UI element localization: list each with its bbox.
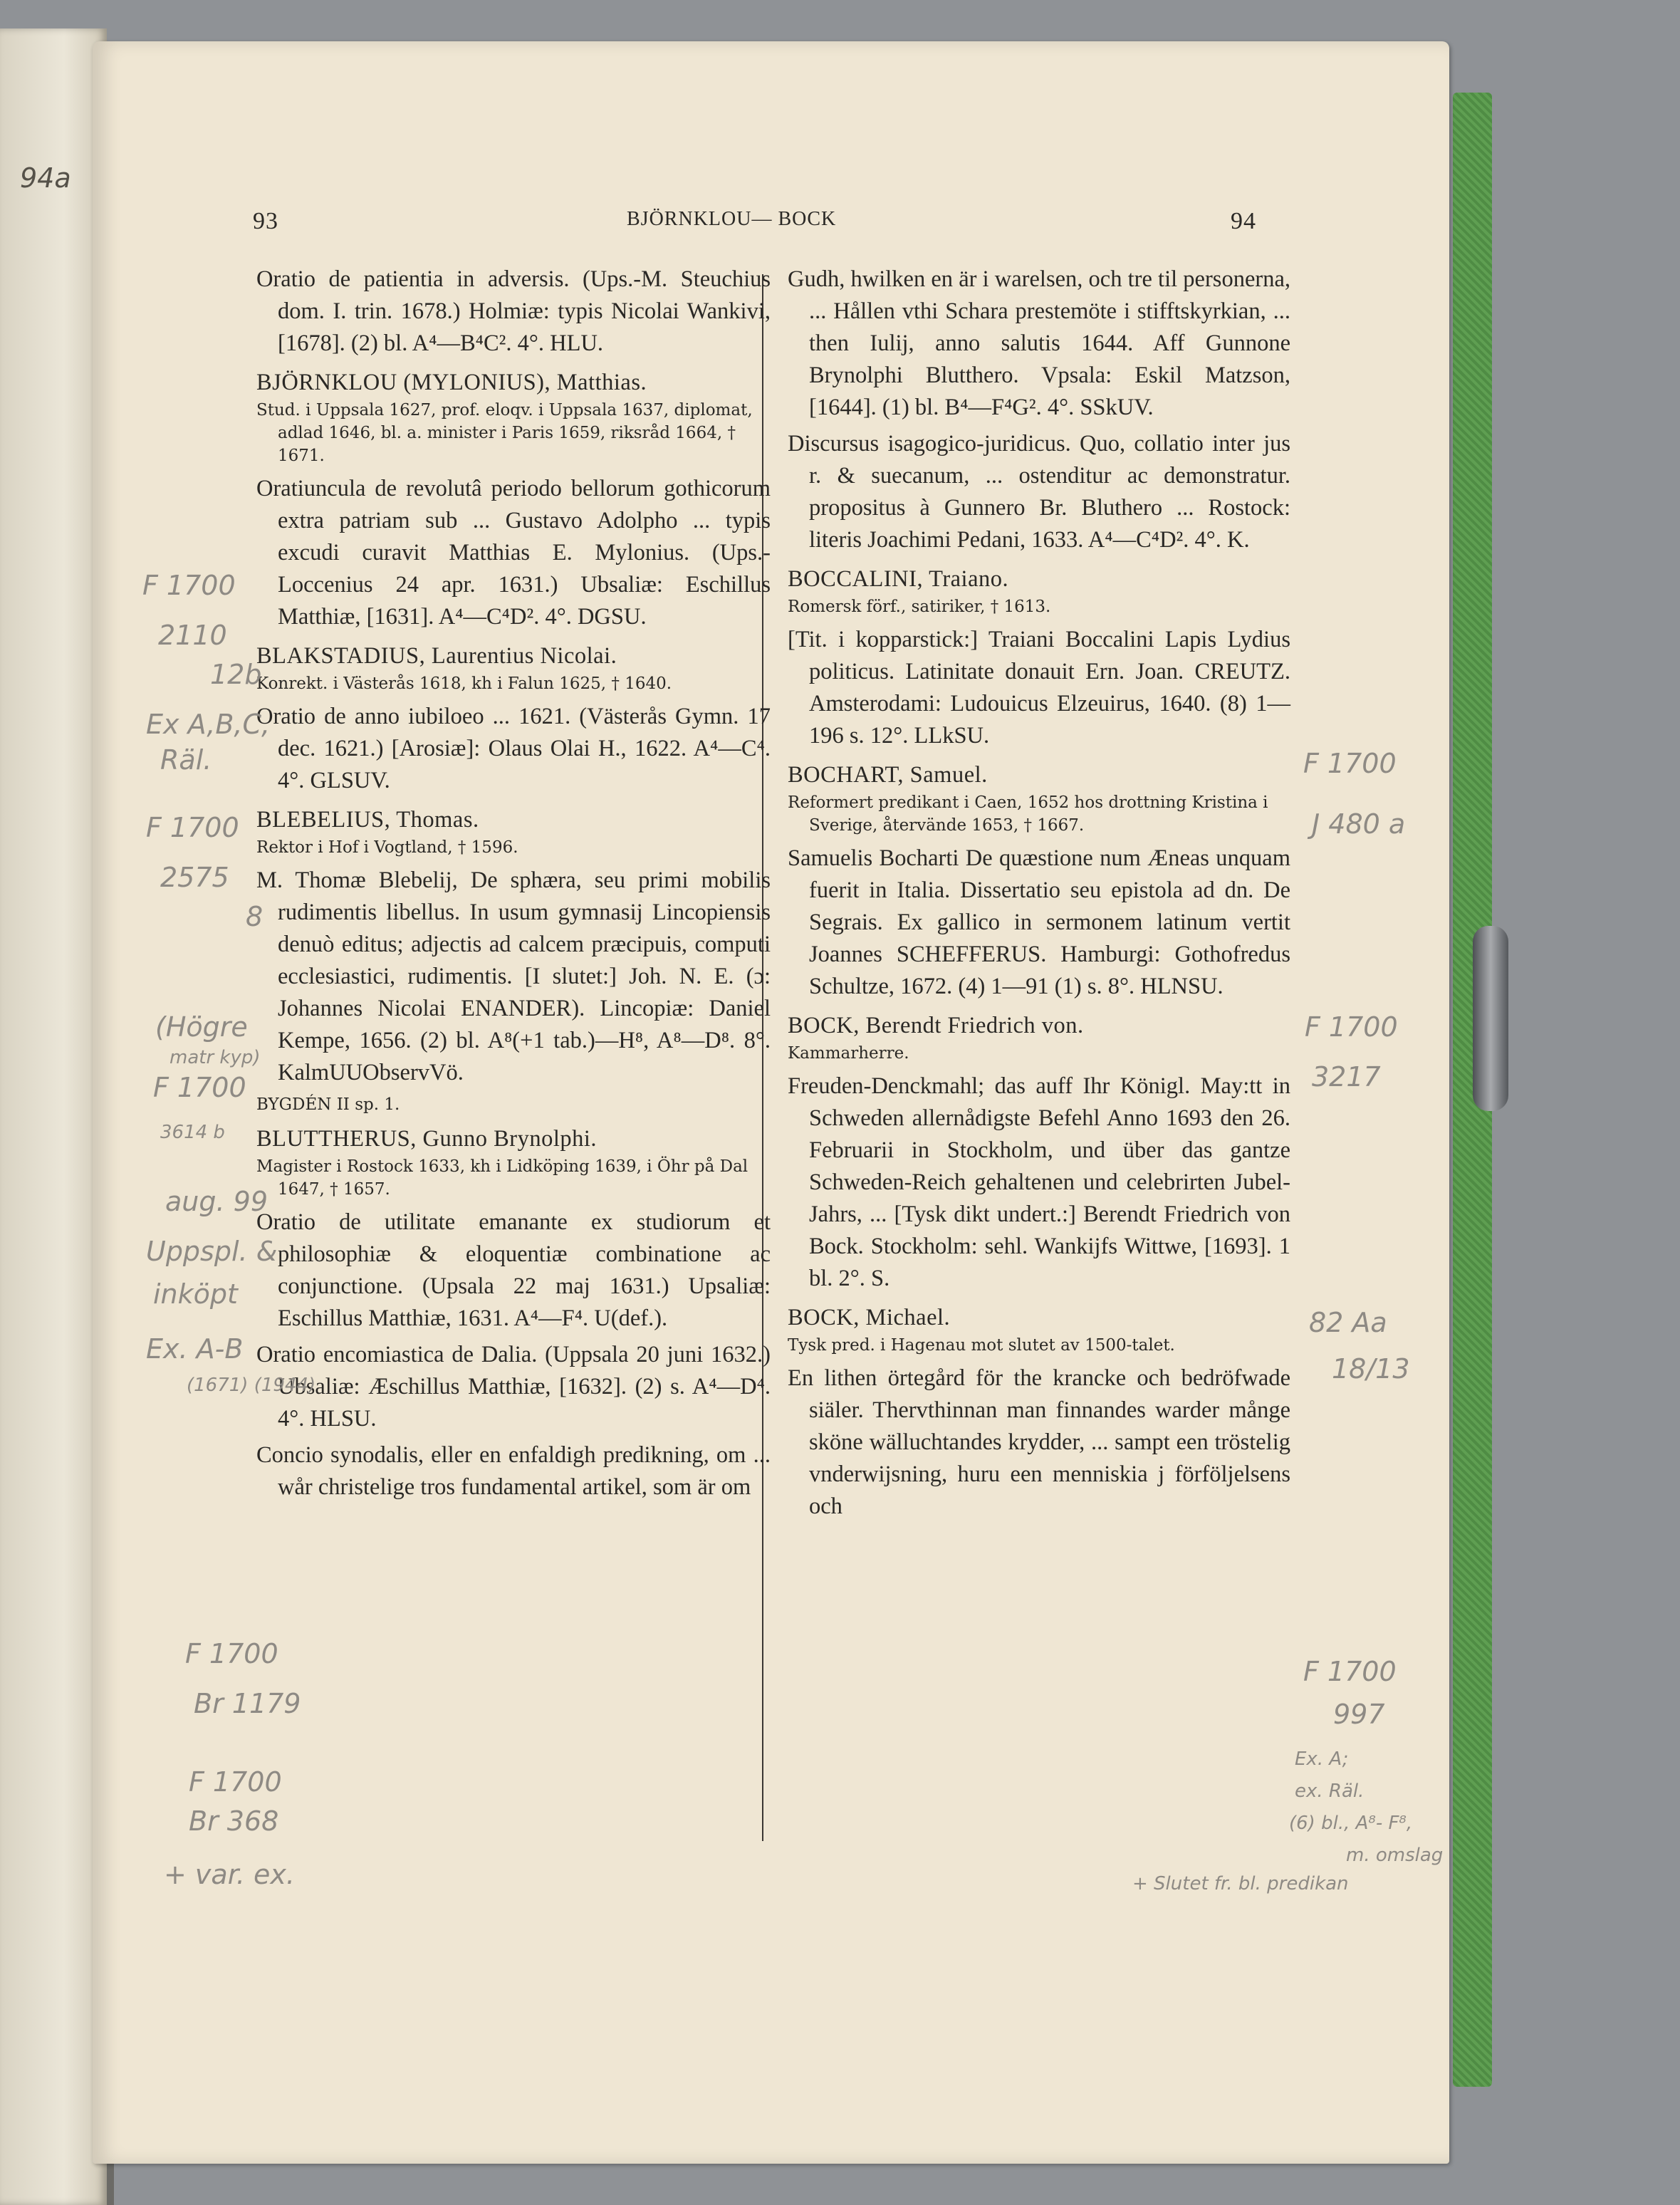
running-title: BJÖRNKLOU— BOCK xyxy=(627,208,837,230)
handwritten-note: J 480 a xyxy=(1312,808,1406,840)
author-biography: Reformert predikant i Caen, 1652 hos drottning Kristina i Sverige, återvände 1653, † 1667. xyxy=(788,793,1268,835)
handwritten-note: (1671) (1944) xyxy=(187,1375,316,1396)
author-heading: BOCK, Berendt Friedrich von. xyxy=(788,1013,1084,1038)
bibliographic-entry: [Tit. i kopparstick:] Traiani Boccalini Lapis Lydius politicus. Latinitate donauit Ern. Joan. CREUTZ. Amsterodami: Ludouicus Elzeuirus, 1640. (8) 1—196 s. 12°. LLkSU. xyxy=(788,627,1290,749)
handwritten-note: Ex A,B,C, xyxy=(146,709,271,740)
right-page-number: 94 xyxy=(1231,208,1256,234)
handwritten-note: 2110 xyxy=(158,620,227,651)
handwritten-note: 8 xyxy=(246,901,264,932)
bibliographic-entry: Oratiuncula de revolutâ periodo bellorum gothicorum extra patriam sub ... Gustavo Adolpho ... typis excudi curavit Matthias E. Mylonius. (Ups.-Loccenius 24 apr. 1631.) Ubsaliæ: Eschillus Matthiæ, [1631]. A⁴—C⁴D². 4°. DGSU. xyxy=(256,476,771,630)
bibliographic-entry: Oratio de anno iubiloeo ... 1621. (Västerås Gymn. 17 dec. 1621.) [Arosiæ]: Olaus Olai H., 1622. A⁴—C⁴. 4°. GLSUV. xyxy=(256,704,771,793)
author-heading: BOCK, Michael. xyxy=(788,1305,951,1330)
page-clip xyxy=(1473,926,1508,1111)
handwritten-note: F 1700 xyxy=(1303,1656,1397,1687)
handwritten-note: ex. Räl. xyxy=(1295,1781,1365,1802)
handwritten-note: F 1700 xyxy=(153,1072,246,1103)
bibliographic-entry: Samuelis Bocharti De quæstione num Æneas unquam fuerit in Italia. Dissertatio seu epistola ad dn. De Segrais. Ex gallico in sermonem latinum vertit Joannes SCHEFFERUS. Hamburgi: Gothofredus Schultze, 1672. (4) 1—91 (1) s. 8°. HLNSU. xyxy=(788,845,1290,999)
handwritten-note: + var. ex. xyxy=(164,1859,295,1890)
previous-page-edge xyxy=(0,28,107,2205)
author-biography: Romersk förf., satiriker, † 1613. xyxy=(788,598,1051,616)
handwritten-note: F 1700 xyxy=(185,1638,278,1669)
handwritten-note: 82 Aa xyxy=(1309,1307,1387,1338)
left-column xyxy=(256,264,771,1508)
handwritten-note: Br 1179 xyxy=(194,1688,301,1719)
bibliographic-entry: Gudh, hwilken en är i warelsen, och tre til personerna, ... Hållen vthi Schara prestemöte i stifftskyrkian, ... then Iulij, anno salutis 1644. Aff Gunnone Brynolphi Blutthero. Vpsala: Eskil Matzson, [1644]. (1) bl. B⁴—F⁴G². 4°. SSkUV. xyxy=(788,266,1290,420)
author-biography: Kammarherre. xyxy=(788,1044,909,1063)
handwritten-note: 2575 xyxy=(160,862,229,893)
handwritten-note: Ex. A; xyxy=(1295,1748,1349,1770)
author-biography: Magister i Rostock 1633, kh i Lidköping 1639, i Öhr på Dal 1647, † 1657. xyxy=(256,1157,748,1199)
handwritten-note: Br 368 xyxy=(189,1805,279,1837)
handwritten-note: + Slutet fr. bl. predikan xyxy=(1132,1873,1349,1894)
handwritten-note: matr kyp) xyxy=(169,1047,261,1068)
handwritten-note: Uppspl. & xyxy=(146,1236,278,1267)
handwritten-note: F 1700 xyxy=(142,570,236,601)
handwritten-note: 997 xyxy=(1333,1699,1385,1730)
handwritten-note: 3614 b xyxy=(160,1122,225,1143)
handwritten-note: aug. 99 xyxy=(165,1186,268,1217)
handwritten-note: 12b xyxy=(210,659,262,690)
handwritten-note: m. omslag xyxy=(1346,1845,1444,1866)
left-page-number: 93 xyxy=(253,208,278,234)
author-biography: Stud. i Uppsala 1627, prof. eloqv. i Uppsala 1637, diplomat, adlad 1646, bl. a. minister i Paris 1659, riksråd 1664, † 1671. xyxy=(256,401,753,465)
author-heading: BOCCALINI, Traiano. xyxy=(788,566,1009,592)
handwritten-note: inköpt xyxy=(153,1278,238,1310)
bibliographic-entry: Freuden-Denckmahl; das auff Ihr Königl. May:tt in Schweden allernådigste Befehl Anno 1693 den 26. Februarii in Stockholm, und über das gantze Schweden-Reich gehaltenen und celebrirten Jubel-Jahrs, ... [Tysk dikt undert.:] Berendt Friedrich von Bock. Stockholm: sehl. Wankijfs Wittwe, [1693]. 1 bl. 2°. S. xyxy=(788,1073,1290,1291)
bibliographic-entry: Discursus isagogico-juridicus. Quo, collatio inter jus r. & suecanum, ... ostenditur ac demonstratur. propositus à Gunnero Br. Bluthero ... Rostock: literis Joachimi Pedani, 1633. A⁴—C⁴D². 4°. K. xyxy=(788,431,1290,553)
author-heading: BJÖRNKLOU (MYLONIUS), Matthias. xyxy=(256,370,647,395)
handwritten-note: F 1700 xyxy=(1303,748,1397,779)
bibliographic-entry: Oratio de utilitate emanante ex studiorum et philosophiæ & eloquentiæ combinatione ac conjunctione. (Upsala 22 maj 1631.) Upsaliæ: Eschillus Matthiæ, 1631. A⁴—F⁴. U(def.). xyxy=(256,1209,771,1331)
bibliographic-entry: Concio synodalis, eller en enfaldigh predikning, om ... wår christelige tros fundamental artikel, som är om xyxy=(256,1442,771,1500)
bibliographic-entry: Oratio de patientia in adversis. (Ups.-M. Steuchius dom. I. trin. 1678.) Holmiæ: typis Nicolai Wankivi, [1678]. (2) bl. A⁴—B⁴C². 4°. HLU. xyxy=(256,266,771,356)
handwritten-note: F 1700 xyxy=(189,1766,282,1798)
handwritten-note: 94a xyxy=(20,162,71,194)
right-column xyxy=(788,264,1290,1527)
bibliographic-entry: M. Thomæ Blebelij, De sphæra, seu primi mobilis rudimentis libellus. In usum gymnasij Lincopiensis denuò editus; adjectis ad calcem præcipuis, computi ecclesiastici, rudimentis. [I slutet:] Joh. N. E. (ɔ: Johannes Nicolai ENANDER). Lincopiæ: Daniel Kempe, 1656. (2) bl. A⁸(+1 tab.)—H⁸, A⁸—D⁸. 8°. KalmUUObservVö. xyxy=(256,867,771,1085)
handwritten-note: Ex. A-B xyxy=(146,1333,244,1365)
bibliographic-entry: Oratio encomiastica de Dalia. (Uppsala 20 juni 1632.) Ubsaliæ: Æschillus Matthiæ, [1632]. (2) s. A⁴—D⁴. 4°. HLSU. xyxy=(256,1342,771,1432)
author-heading: BLAKSTADIUS, Laurentius Nicolai. xyxy=(256,643,617,669)
author-heading: BOCHART, Samuel. xyxy=(788,762,988,788)
author-biography: Tysk pred. i Hagenau mot slutet av 1500-talet. xyxy=(788,1336,1175,1355)
handwritten-note: (Högre xyxy=(155,1011,248,1043)
author-biography: Konrekt. i Västerås 1618, kh i Falun 1625, † 1640. xyxy=(256,674,672,693)
author-biography: Rektor i Hof i Vogtland, † 1596. xyxy=(256,838,518,857)
handwritten-note: 3217 xyxy=(1312,1061,1381,1093)
handwritten-note: Räl. xyxy=(160,744,212,776)
author-biography: BYGDÉN II sp. 1. xyxy=(256,1095,400,1114)
handwritten-note: F 1700 xyxy=(1305,1011,1398,1043)
handwritten-note: (6) bl., A⁸- F⁸, xyxy=(1289,1813,1413,1834)
author-heading: BLEBELIUS, Thomas. xyxy=(256,807,479,833)
bibliographic-entry: En lithen örtegård för the krancke och bedröfwade siäler. Thervthinnan man finnandes warder månge sköne wälluchtandes krydder, ... sampt een tröstelig vnderwijsning, huru een menniskia j förföljelsens och xyxy=(788,1365,1290,1519)
author-heading: BLUTTHERUS, Gunno Brynolphi. xyxy=(256,1126,598,1152)
handwritten-note: 18/13 xyxy=(1332,1353,1410,1385)
handwritten-note: F 1700 xyxy=(146,812,239,843)
